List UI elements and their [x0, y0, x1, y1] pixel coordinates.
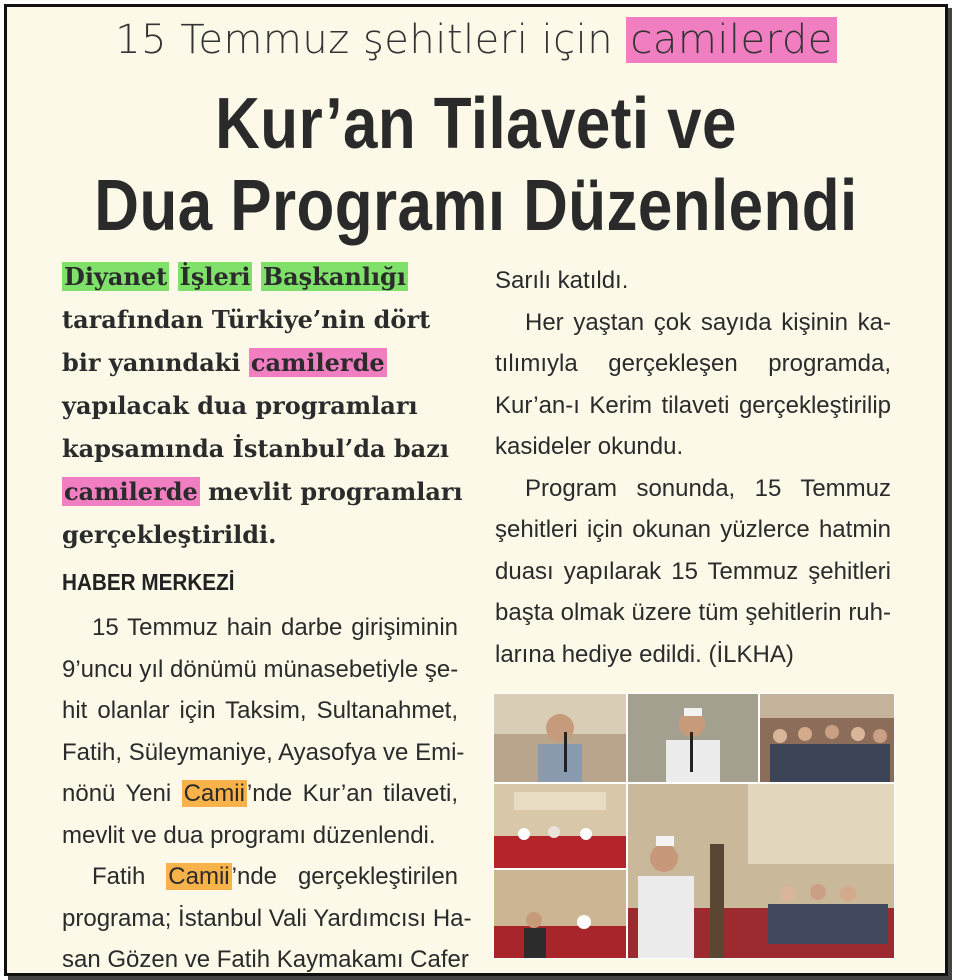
lead-line: yapılacak dua programları — [62, 391, 418, 420]
body-line: Kur’an-ı Kerim tilaveti gerçekleştirilip — [495, 391, 891, 419]
photo-imam-praying — [627, 693, 759, 783]
lead-line: kapsamında İstanbul’da bazı — [62, 434, 449, 463]
body-line: tılımıyla gerçekleşen programda, — [495, 350, 891, 377]
body-line: şehitleri için okunan yüzlerce hatmin — [495, 516, 891, 543]
lead-line: gerçekleştirildi. — [62, 520, 277, 549]
body-line — [62, 773, 458, 815]
highlight-camilerde: camilerde — [64, 477, 198, 506]
photo-mosque-interior — [493, 783, 627, 869]
body-line — [62, 856, 458, 898]
highlight-baskanligi: Başkanlığı — [262, 262, 406, 291]
body-line: kasideler okundu. — [495, 433, 684, 460]
highlight-camii: Camii — [183, 780, 245, 807]
highlight-camii: Camii — [168, 863, 230, 890]
left-column — [62, 607, 472, 976]
photo-imam-preaching — [627, 783, 895, 959]
byline: HABER MERKEZİ — [62, 569, 235, 595]
photo-congregation-seated — [759, 693, 895, 783]
body-text: ’nde gerçekleştirilen — [231, 863, 459, 890]
body-line: başta olmak üzere tüm şehitlerin ruh- — [495, 599, 891, 626]
body-text: ’nde Kur’an tilaveti, — [246, 780, 458, 807]
highlight-isleri: İşleri — [179, 262, 251, 291]
body-line: programa; İstanbul Vali Yardımcısı Ha- — [62, 904, 472, 932]
body-line: mevlit ve dua programı düzenlendi. — [62, 821, 436, 849]
body-line: larına hediye edildi. (İLKHA) — [495, 640, 794, 668]
highlight-camilerde: camilerde — [250, 348, 385, 377]
body-line: Program sonunda, 15 Temmuz — [525, 474, 891, 502]
body-line: duası yapılarak 15 Temmuz şehitleri — [495, 557, 891, 585]
highlight-diyanet: Diyanet — [64, 262, 168, 291]
kicker-line — [7, 17, 945, 63]
body-line: Fatih, Süleymaniye, Ayasofya ve Emi- — [62, 738, 465, 766]
lead-line: tarafından Türkiye’nin dört — [62, 305, 431, 334]
headline — [73, 83, 880, 247]
body-line: Sarılı katıldı. — [495, 267, 629, 294]
body-line: san Gözen ve Fatih Kaymakamı Cafer — [62, 946, 469, 973]
lead-line — [62, 341, 472, 384]
headline-line-2: Dua Programı Düzenlendi — [94, 166, 858, 246]
kicker-highlight: camilerde — [626, 17, 837, 63]
body-line: hit olanlar için Taksim, Sultanahmet, — [62, 697, 458, 724]
photo-collage — [493, 693, 893, 957]
photo-imam-reciting — [493, 693, 627, 783]
lead-text: bir yanındaki — [62, 348, 241, 377]
body-text: nönü Yeni — [62, 780, 172, 807]
lead-line — [62, 470, 472, 513]
lead-line — [62, 255, 472, 298]
body-text: Fatih — [92, 863, 146, 890]
body-line: 15 Temmuz hain darbe girişiminin — [92, 614, 458, 641]
body-line: Her yaştan çok sayıda kişinin ka- — [525, 308, 891, 336]
lead-text: mevlit programları — [208, 477, 463, 506]
kicker-text: 15 Temmuz şehitleri için — [115, 17, 614, 63]
body-line: 9’uncu yıl dönümü münasebetiyle şe- — [62, 655, 459, 683]
lead-paragraph — [62, 255, 472, 556]
right-column — [495, 260, 891, 675]
headline-line-1: Kur’an Tilaveti ve — [215, 84, 737, 164]
newspaper-clipping — [4, 4, 948, 976]
photo-worshippers — [493, 869, 627, 959]
